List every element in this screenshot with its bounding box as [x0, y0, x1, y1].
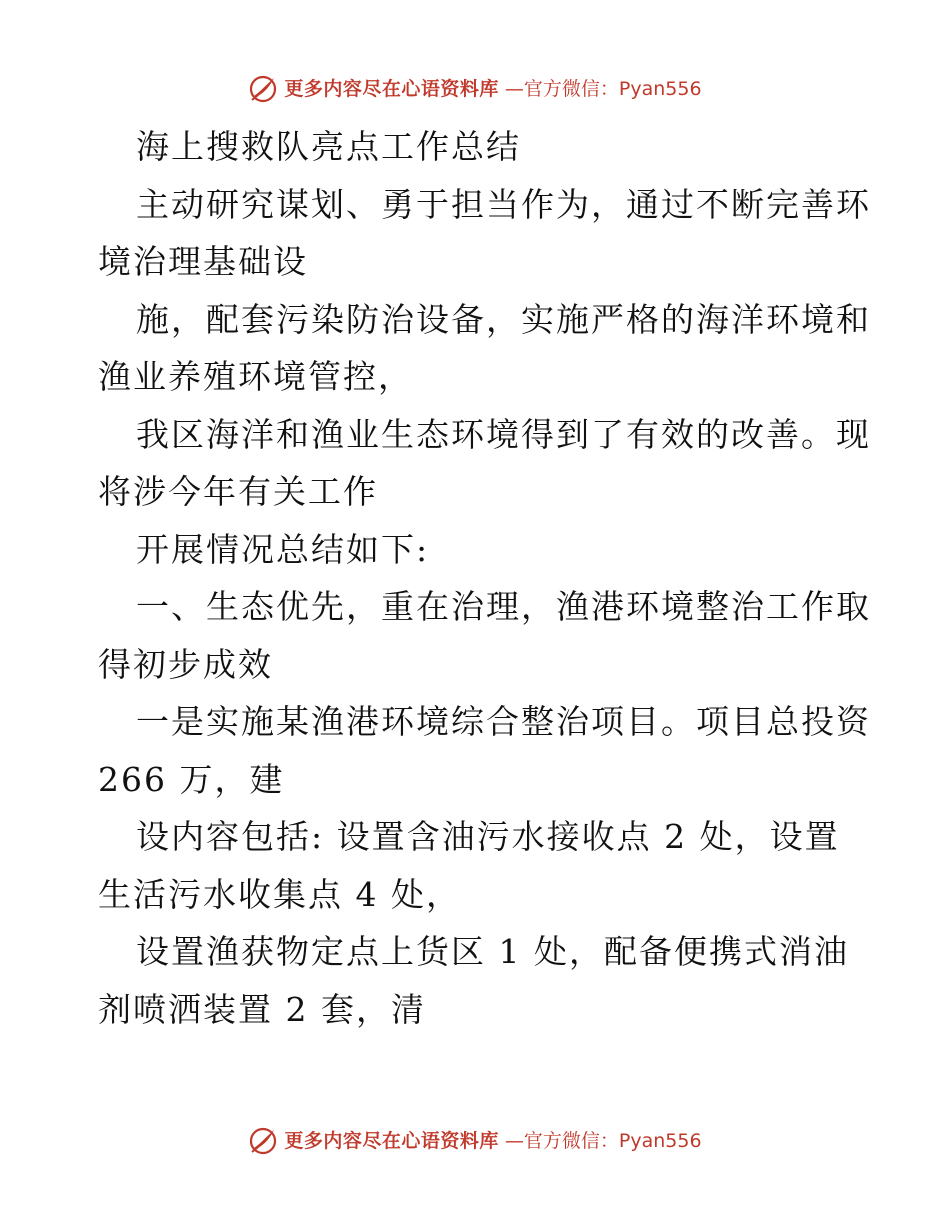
- paragraph: [98, 291, 871, 406]
- text-line: 境治理基础设: [98, 242, 308, 281]
- text-line: 生活污水收集点 4 处，: [98, 874, 461, 914]
- paragraph: [98, 176, 871, 291]
- watermark-text: 更多内容尽在心语资料库: [284, 78, 499, 100]
- watermark-header: [0, 74, 950, 104]
- paragraph: [98, 808, 858, 923]
- text-line: 得初步成效: [98, 644, 273, 684]
- section-heading: [98, 578, 871, 693]
- text-line: 将涉今年有关工作: [98, 472, 378, 511]
- watermark-footer: [0, 1126, 950, 1156]
- paragraph: [98, 521, 858, 579]
- watermark-wechat: —官方微信：Pyan556: [504, 1130, 702, 1152]
- text-line: 一、生态优先，重在治理，渔港环境整治工作取: [136, 587, 871, 626]
- quill-logo-icon: [248, 74, 278, 104]
- watermark-text: 更多内容尽在心语资料库: [284, 1130, 499, 1152]
- watermark-wechat: —官方微信：Pyan556: [504, 78, 702, 100]
- paragraph: [98, 406, 871, 521]
- text-line: 我区海洋和渔业生态环境得到了有效的改善。现: [136, 414, 871, 454]
- text-line: 266 万，建: [98, 759, 285, 799]
- text-line: 剂喷洒装置 2 套，清: [98, 989, 426, 1029]
- paragraph: [98, 693, 871, 808]
- doc-title: [98, 118, 858, 176]
- text-line: 主动研究谋划、勇于担当作为，通过不断完善环: [136, 184, 871, 224]
- document-body: [98, 118, 871, 1038]
- text-line: 开展情况总结如下:: [136, 529, 430, 569]
- text-line: 设内容包括: 设置含油污水接收点 2 处，设置: [136, 817, 840, 856]
- text-line: 海上搜救队亮点工作总结: [136, 127, 521, 166]
- text-line: 渔业养殖环境管控，: [98, 357, 413, 396]
- paragraph: [98, 923, 858, 1038]
- text-line: 施，配套污染防治设备，实施严格的海洋环境和: [136, 299, 871, 339]
- quill-logo-icon: [248, 1126, 278, 1156]
- text-line: 设置渔获物定点上货区 1 处，配备便携式消油: [136, 932, 849, 971]
- text-line: 一是实施某渔港环境综合整治项目。项目总投资: [136, 702, 871, 741]
